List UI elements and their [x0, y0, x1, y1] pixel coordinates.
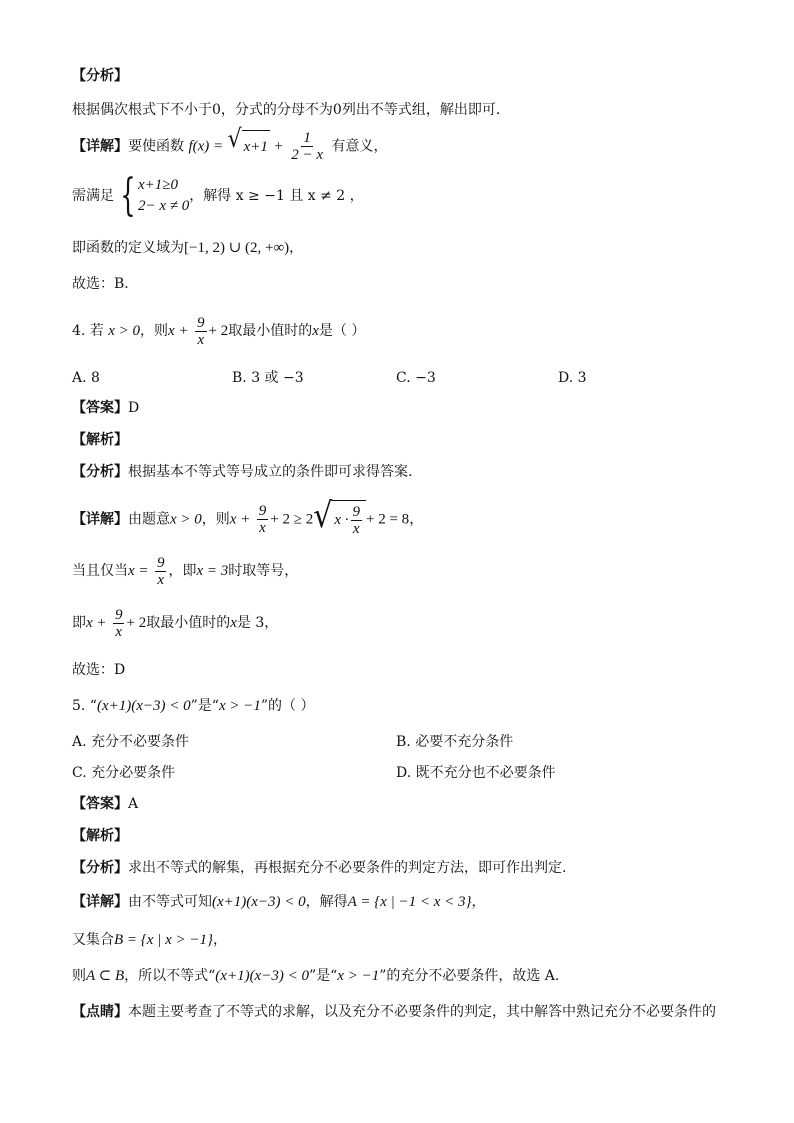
detail-tag: 【详解】 [72, 511, 128, 528]
q5-stem: 5. “(x+1)(x−3) < 0”是“x > −1”的（ ） [72, 698, 315, 714]
q3-analysis-heading [72, 66, 128, 86]
q4-option-a: A. 8 [72, 370, 100, 386]
dianjing-tag: 【点睛】 [72, 1004, 128, 1020]
q5-dianjing: 【点睛】本题主要考查了不等式的求解，以及充分不必要条件的判定，其中解答中熟记充分不必要条件的 [72, 1004, 716, 1020]
fraction: $\frac{9}{x}$ [258, 503, 267, 536]
q3-need-line: 需满足 { x+1≥0 2− x ≠ 0 ，解得 x ≥ −1 且 x ≠ 2 ， [72, 170, 364, 221]
q4-stem: 4. 若 x > 0，则x + $\frac{9}{x}$ + 2取最小值时的x是（ ） [72, 314, 366, 348]
left-brace-icon: { [120, 170, 136, 221]
q3-analysis-text: 根据偶次根式下不小于0，分式的分母不为0列出不等式组，解出即可. [72, 102, 501, 118]
fraction: $\frac{1}{2 - x}$ [291, 130, 324, 163]
q5-answer: 【答案】A [72, 796, 139, 812]
analysis-tag: 【分析】 [72, 464, 128, 480]
q5-detail: 【详解】由不等式可知(x+1)(x−3) < 0，解得A = {x | −1 < x < 3}， [72, 894, 486, 910]
answer-tag: 【答案】 [72, 796, 128, 812]
q3-domain-line: 即函数的定义域为[−1, 2) ∪ (2, +∞)， [72, 240, 304, 256]
q4-analysis: 【分析】根据基本不等式等号成立的条件即可求得答案. [72, 464, 413, 480]
analysis-tag: 【分析】 [72, 860, 128, 876]
fraction: $\frac{9}{x}$ [156, 554, 165, 588]
jiexi-tag: 【解析】 [72, 828, 128, 844]
analysis-tag: 【分析】 [72, 68, 128, 84]
q5-analysis: 【分析】求出不等式的解集，再根据充分不必要条件的判定方法，即可作出判定. [72, 860, 567, 876]
q4-equality-line: 当且仅当x = $\frac{9}{x}$ ，即x = 3时取等号， [72, 554, 299, 588]
fraction: $\frac{9}{x}$ [114, 606, 123, 640]
q5-option-a: A. 充分不必要条件 [72, 734, 190, 750]
inequality-system: x+1≥0 2− x ≠ 0 [138, 177, 190, 214]
q4-choice: 故选：D [72, 662, 126, 678]
q5-option-c: C. 充分必要条件 [72, 765, 176, 781]
detail-tag: 【详解】 [72, 138, 128, 155]
fraction: $\frac{9}{x}$ [197, 314, 205, 348]
q5-option-d: D. 既不充分也不必要条件 [396, 765, 556, 781]
q4-option-b: B. 3 或 −3 [232, 370, 304, 386]
q5-option-b: B. 必要不充分条件 [396, 734, 514, 750]
q4-option-d: D. 3 [558, 370, 587, 386]
fraction: $\frac{9}{x}$ [352, 503, 361, 537]
q4-conclusion: 即x + $\frac{9}{x}$ + 2取最小值时的x是 3， [72, 606, 279, 640]
jiexi-tag: 【解析】 [72, 432, 128, 448]
q3-choice: 故选：B. [72, 276, 129, 292]
detail-tag: 【详解】 [72, 894, 128, 910]
q3-detail-line: 【详解】要使函数 f(x) = √ x+1 + $\frac{1}{2 - x}$ 有意义， [72, 125, 388, 163]
q4-option-c: C. −3 [396, 370, 436, 386]
q4-jiexi [72, 430, 128, 450]
q5-jiexi [72, 826, 128, 846]
answer-tag: 【答案】 [72, 400, 128, 416]
q4-answer: 【答案】D [72, 400, 140, 416]
q5-set-b: 又集合B = {x | x > −1}， [72, 932, 227, 948]
sqrt-expression: √ x · $\frac{9}{x}$ [313, 500, 366, 539]
sqrt-expression: √ x+1 [228, 130, 270, 163]
q4-detail: 【详解】由题意x > 0，则x + $\frac{9}{x}$ + 2 ≥ 2 √ x · $\frac{9}{x}$ + 2 = 8， [72, 500, 423, 539]
q5-conclusion: 则A ⊂ B，所以不等式“(x+1)(x−3) < 0”是“x > −1”的充分不必要条件，故选 A. [72, 968, 560, 984]
